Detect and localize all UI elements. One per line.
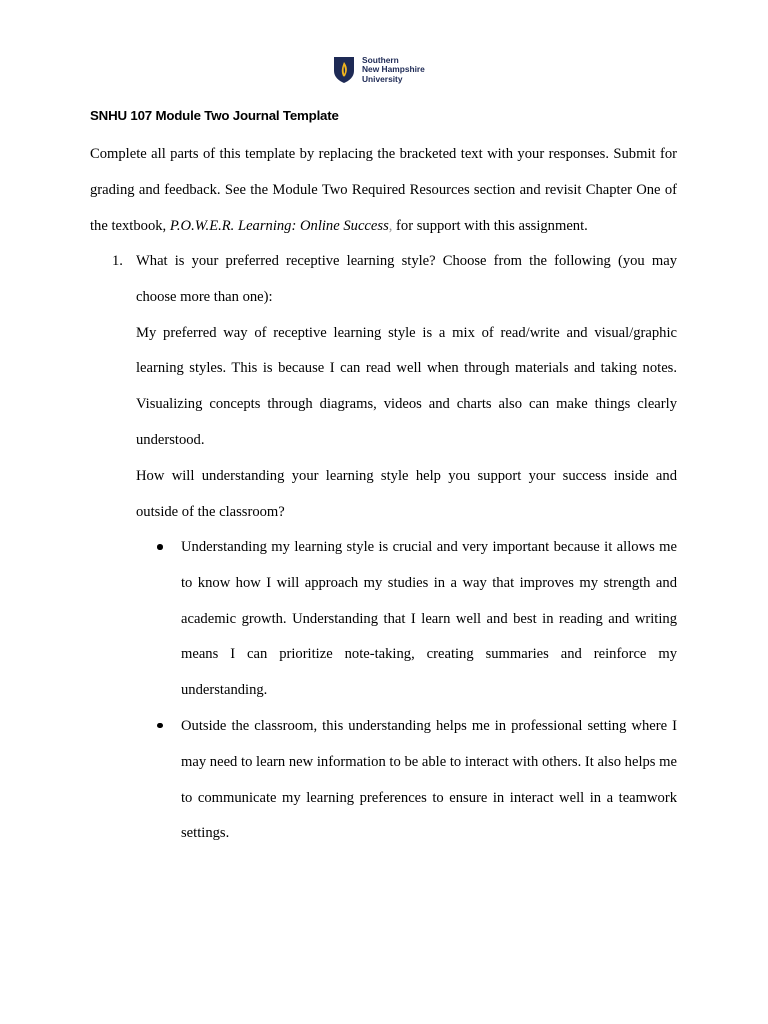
bullet-icon xyxy=(157,723,163,729)
book-title: P.O.W.E.R. Learning: Online Success xyxy=(169,217,389,234)
shield-flame-icon xyxy=(333,56,355,84)
logo-line-2: New Hampshire xyxy=(362,64,425,75)
logo-line-3: University xyxy=(362,73,403,84)
answer-bullet-list xyxy=(181,530,677,852)
list-item xyxy=(181,709,677,852)
question-followup: How will understanding your learning style help you support your success inside and outside of the classroom? xyxy=(136,467,677,520)
logo-line-1: Southern xyxy=(362,55,399,66)
bullet-text: Outside the classroom, this understanding helps me in professional setting where I may need to learn new information to be able to interact with others. It also helps me to communicate my learning preferences to ensure in interact well in a teamwork settings. xyxy=(181,717,677,842)
intro-text-after: for support with this assignment. xyxy=(392,217,588,234)
bullet-icon xyxy=(157,544,163,550)
question-answer: My preferred way of receptive learning style is a mix of read/write and visual/graphic learning styles. This is because I can read well when through materials and taking notes. Visualizing concepts through diagrams, videos and charts also can make things clearly understood. xyxy=(136,324,677,448)
list-item xyxy=(181,530,677,709)
snhu-logo xyxy=(333,56,425,84)
question-1 xyxy=(136,244,677,530)
question-number: 1. xyxy=(112,253,123,269)
document-title: SNHU 107 Module Two Journal Template xyxy=(90,108,339,123)
intro-text-before: Complete all parts of this template by replacing the bracketed text with your responses. Submit for grading and feedback. See the Module Two Required Resources section and revisit Chapter One of the textbook, xyxy=(90,146,677,234)
intro-paragraph xyxy=(90,137,677,244)
intro-comma: , xyxy=(388,217,393,234)
bullet-text: Understanding my learning style is crucial and very important because it allows me to know how I will approach my studies in a way that improves my strength and academic growth. Understanding that I learn well and best in reading and writing means I can prioritize note-taking, creating summaries and reinforce my understanding. xyxy=(181,539,677,699)
question-prompt: What is your preferred receptive learning style? Choose from the following (you may choose more than one): xyxy=(136,253,677,305)
logo-wordmark xyxy=(362,56,425,84)
